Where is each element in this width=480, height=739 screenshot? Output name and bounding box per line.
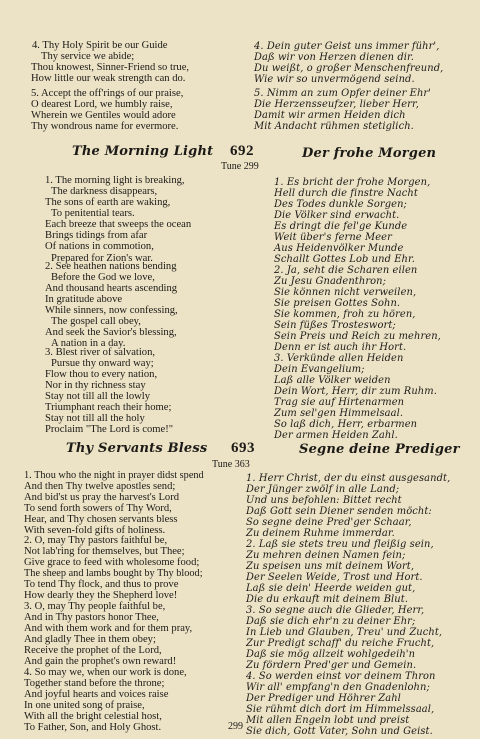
- verse-line: Zum sel'gen Himmelsaal.: [274, 408, 404, 419]
- verse-line: Sie können nicht verweilen,: [274, 287, 417, 298]
- verse-line: Mit Andacht rühmen stetiglich.: [254, 121, 414, 132]
- verse-line: Daß wir von Herzen dienen dir.: [254, 52, 415, 63]
- verse-line: In one united song of praise,: [24, 700, 145, 711]
- verse-line: To penitential tears.: [51, 208, 135, 219]
- verse-line: Des Todes dunkle Sorgen;: [274, 199, 407, 210]
- verse-line: Thy service we abide;: [41, 51, 135, 62]
- verse-line: 4. Dein guter Geist uns immer führ',: [254, 41, 440, 52]
- verse-line: And thousand hearts ascending: [45, 283, 178, 294]
- verse-line: Zu mehren deinen Namen fein;: [246, 550, 406, 561]
- verse-line: Prepared for Zion's war.: [51, 253, 153, 264]
- verse-line: And bid'st us pray the harvest's Lord: [24, 492, 180, 503]
- verse-line: Die Völker sind erwacht.: [274, 210, 400, 221]
- verse-line: Wherein we Gentiles would adore: [31, 110, 176, 121]
- verse-line: Und uns befohlen: Bittet recht: [246, 495, 402, 506]
- verse-line: Hell durch die finstre Nacht: [274, 188, 418, 199]
- hymn-number: 693: [231, 440, 255, 456]
- verse-line: Daß sie dich ehr'n zu deiner Ehr;: [246, 616, 416, 627]
- verse-line: 1. Thou who the night in prayer didst spend: [24, 470, 204, 481]
- verse-line: Zu deinem Ruhme immerdar.: [246, 528, 395, 539]
- page-number: 299: [228, 721, 243, 732]
- verse-line: Der Seelen Weide, Trost und Hort.: [246, 572, 423, 583]
- verse-line: Zu Jesu Gnadenthron;: [274, 276, 387, 287]
- verse-line: 4. So werden einst vor deinem Thron: [246, 671, 436, 682]
- verse-line: Sie dich, Gott Vater, Sohn und Geist.: [246, 726, 433, 737]
- verse-line: How dearly they the Shepherd love!: [24, 590, 178, 601]
- verse-line: Of nations in commotion,: [45, 241, 154, 252]
- verse-line: To send forth sowers of Thy Word,: [24, 503, 172, 514]
- verse-line: And with them work and for them pray,: [24, 623, 193, 634]
- hymn692-german-column: [240, 170, 480, 440]
- verse-line: Schallt Gottes Lob und Ehr.: [274, 254, 415, 265]
- verse-line: Pursue thy onward way;: [51, 358, 154, 369]
- top-english-column: [0, 0, 240, 132]
- verse-line: Give grace to feed with wholesome food;: [24, 557, 200, 568]
- verse-line: Daß sie mög allzeit wohlgedeih'n: [246, 649, 416, 660]
- verse-line: Es dringt die fel'ge Kunde: [274, 221, 408, 232]
- hymn-title-german: Der frohe Morgen: [302, 146, 437, 161]
- verse-line: 5. Nimm an zum Opfer deiner Ehr': [254, 88, 432, 99]
- verse-line: 3. Verkünde allen Heiden: [274, 353, 404, 364]
- verse-line: Der Prediger und Höhrer Zahl: [246, 693, 401, 704]
- verse-line: And joyful hearts and voices raise: [24, 689, 169, 700]
- verse-line: The darkness disappears,: [51, 186, 158, 197]
- verse-line: 3. Blest river of salvation,: [45, 347, 156, 358]
- verse-line: To tend Thy flock, and thus to prove: [24, 579, 179, 590]
- verse-line: And seek the Savior's blessing,: [45, 327, 177, 338]
- verse-line: 2. Laß sie stets treu und fleißig sein,: [246, 539, 434, 550]
- verse-line: Dein Wort, Herr, dir zum Ruhm.: [274, 386, 437, 397]
- verse-line: Not lab'ring for themselves, but Thee;: [24, 546, 185, 557]
- hymn-number: 692: [230, 143, 254, 159]
- verse-line: 3. O, may Thy people faithful be,: [24, 601, 166, 612]
- hymn-title-english: Thy Servants Bless: [66, 441, 208, 456]
- verse-line: Triumphant reach their home;: [45, 402, 172, 413]
- hymn692-english-column: [0, 170, 240, 440]
- verse-line: Die du erkauft mit deinem Blut.: [246, 594, 409, 605]
- verse-line: While sinners, now confessing,: [45, 305, 178, 316]
- verse-line: 4. Thy Holy Spirit be our Guide: [32, 40, 168, 51]
- verse-line: Du weißt, o großer Menschenfreund,: [254, 63, 444, 74]
- tune-reference: Tune 363: [212, 459, 250, 470]
- verse-line: A nation in a day.: [51, 338, 126, 349]
- verse-line: O dearest Lord, we humbly raise,: [31, 99, 173, 110]
- verse-line: 5. Accept the off'rings of our praise,: [31, 88, 184, 99]
- verse-line: 3. So segne auch die Glieder, Herr,: [246, 605, 425, 616]
- hymn693-english-column: [0, 468, 240, 733]
- verse-line: With seven-fold gifts of holiness.: [24, 525, 166, 536]
- verse-line: Dein Evangelium;: [274, 364, 365, 375]
- verse-line: 2. O, may Thy pastors faithful be,: [24, 535, 168, 546]
- verse-line: 4. So may we, when our work is done,: [24, 667, 187, 678]
- verse-line: The gospel call obey,: [51, 316, 141, 327]
- verse-line: 1. Herr Christ, der du einst ausgesandt,: [246, 473, 451, 484]
- verse-line: Der armen Heiden Zahl.: [274, 430, 398, 441]
- verse-line: And gain the prophet's own reward!: [24, 656, 177, 667]
- verse-line: Laß alle Völker weiden: [274, 375, 391, 386]
- verse-line: Together stand before the throne;: [24, 678, 165, 689]
- verse-line: Laß sie dein' Heerde weiden gut,: [246, 583, 416, 594]
- verse-line: Trag sie auf Hirtenarmen: [274, 397, 405, 408]
- verse-line: 1. The morning light is breaking,: [45, 175, 185, 186]
- verse-line: Stay not till all the holy: [45, 413, 145, 424]
- verse-line: Nor in thy richness stay: [45, 380, 146, 391]
- verse-line: Sein füßes Trosteswort;: [274, 320, 396, 331]
- verse-line: Sie kommen, froh zu hören,: [274, 309, 416, 320]
- verse-line: And gladly Thee in them obey;: [24, 634, 156, 645]
- verse-line: In Lieb und Glauben, Treu' und Zucht,: [246, 627, 443, 638]
- verse-line: And then Thy twelve apostles send;: [24, 481, 176, 492]
- verse-line: With all the bright celestial host,: [24, 711, 162, 722]
- verse-line: Die Herzensseufzer, lieber Herr,: [254, 99, 419, 110]
- verse-line: Receive the prophet of the Lord,: [24, 645, 162, 656]
- verse-line: Zu fördern Pred'ger und Gemein.: [246, 660, 417, 671]
- verse-line: 2. See heathen nations bending: [45, 261, 177, 272]
- verse-line: Thou knowest, Sinner-Friend so true,: [31, 62, 190, 73]
- hymn-title-german: Segne deine Prediger: [299, 442, 460, 457]
- verse-line: Each breeze that sweeps the ocean: [45, 219, 192, 230]
- verse-line: So laß dich, Herr, erbarmen: [274, 419, 418, 430]
- verse-line: Daß Gott sein Diener senden möcht:: [246, 506, 432, 517]
- verse-line: Der Jünger zwölf in alle Land;: [246, 484, 400, 495]
- verse-line: Thy wondrous name for evermore.: [31, 121, 179, 132]
- verse-line: To Father, Son, and Holy Ghost.: [24, 722, 162, 733]
- verse-line: In gratitude above: [45, 294, 123, 305]
- hymn-title-english: The Morning Light: [72, 144, 214, 159]
- verse-line: 1. Es bricht der frohe Morgen,: [274, 177, 431, 188]
- verse-line: Brings tidings from afar: [45, 230, 148, 241]
- verse-line: Zu speisen uns mit deinem Wort,: [246, 561, 415, 572]
- verse-line: The sheep and lambs bought by Thy blood;: [24, 568, 203, 579]
- verse-line: Flow thou to every nation,: [45, 369, 158, 380]
- top-german-column: [240, 0, 480, 130]
- verse-line: Zur Predigt schaff' du reiche Frucht,: [246, 638, 435, 649]
- verse-line: 2. Ja, seht die Scharen eilen: [274, 265, 418, 276]
- verse-line: Before the God we love,: [51, 272, 155, 283]
- verse-line: Wir all' empfang'n den Gnadenlohn;: [246, 682, 430, 693]
- verse-line: And in Thy pastors honor Thee,: [24, 612, 159, 623]
- verse-line: Damit wir armen Heiden dich: [254, 110, 406, 121]
- verse-line: Hear, and Thy chosen servants bless: [24, 514, 178, 525]
- verse-line: Sie rühmt dich dort im Himmelssaal,: [246, 704, 435, 715]
- verse-line: Wie wir so unvermögend seind.: [254, 74, 415, 85]
- verse-line: Weit über's ferne Meer: [274, 232, 392, 243]
- verse-line: So segne deine Pred'ger Schaar,: [246, 517, 412, 528]
- verse-line: Proclaim "The Lord is come!": [45, 424, 174, 435]
- verse-line: The sons of earth are waking,: [45, 197, 171, 208]
- verse-line: Aus Heidenvölker Munde: [274, 243, 404, 254]
- verse-line: How little our weak strength can do.: [31, 73, 186, 84]
- verse-line: Sie preisen Gottes Sohn.: [274, 298, 401, 309]
- verse-line: Sein Preis und Reich zu mehren,: [274, 331, 441, 342]
- tune-reference: Tune 299: [221, 161, 259, 172]
- verse-line: Denn er ist auch ihr Hort.: [274, 342, 407, 353]
- verse-line: Mit allen Engeln lobt und preist: [246, 715, 410, 726]
- verse-line: Stay not till all the lowly: [45, 391, 151, 402]
- hymn693-german-column: [240, 468, 480, 737]
